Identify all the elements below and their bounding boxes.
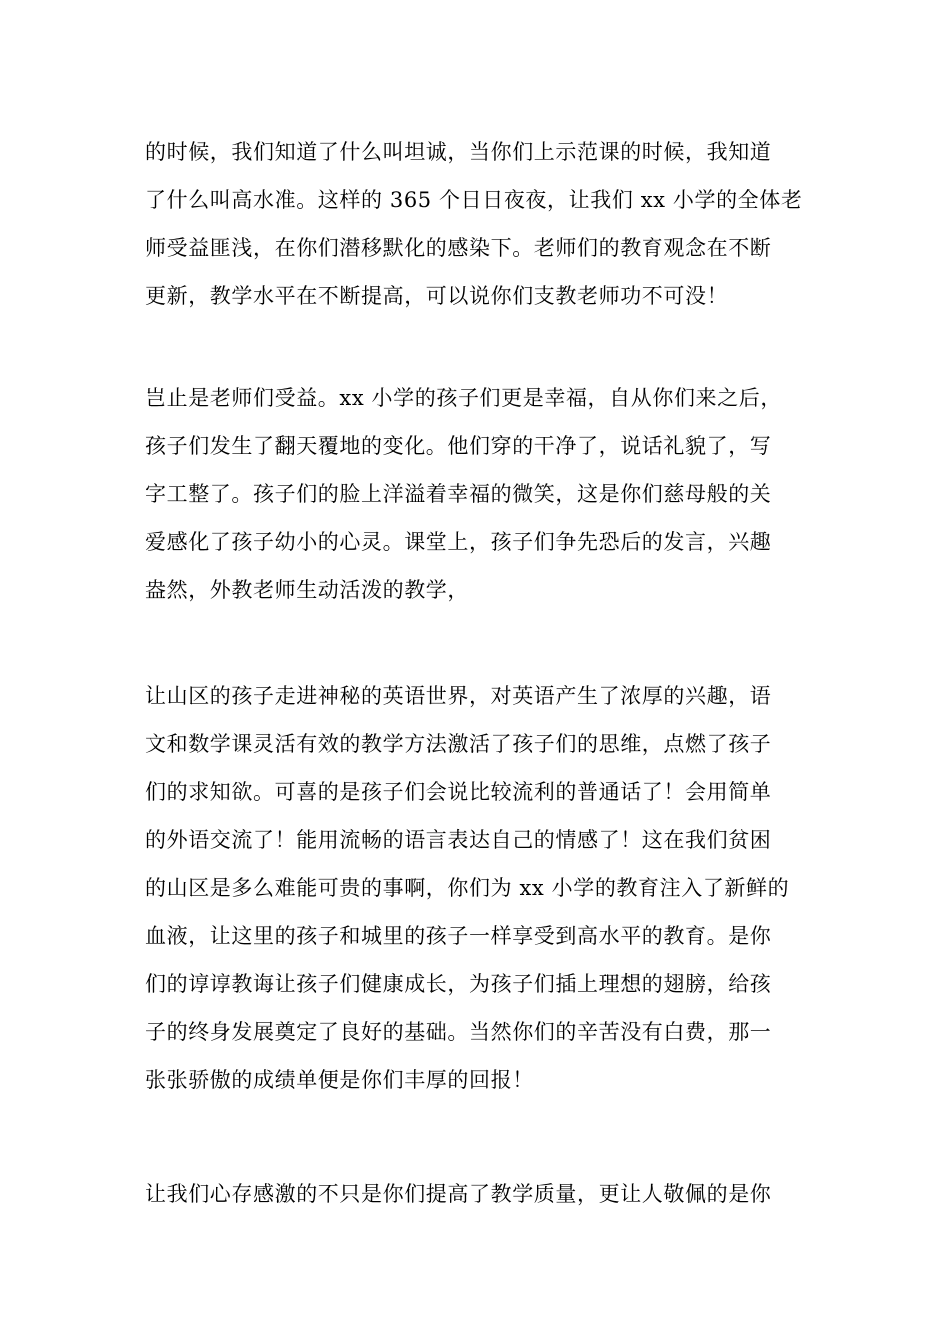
text-line: 爱感化了孩子幼小的心灵。课堂上，孩子们争先恐后的发言，兴趣 [145,530,772,554]
text-line: 的外语交流了！能用流畅的语言表达自己的情感了！这在我们贫困 [145,828,772,852]
text-line: 孩子们发生了翻天覆地的变化。他们穿的干净了，说话礼貌了，写 [145,434,772,458]
paragraph-1 [145,128,802,320]
paragraph-4 [145,1170,771,1218]
text-line: 师受益匪浅，在你们潜移默化的感染下。老师们的教育观念在不断 [145,236,772,260]
text-line: 的山区是多么难能可贵的事啊，你们为 xx 小学的教育注入了新鲜的 [145,876,790,900]
text-line: 字工整了。孩子们的脸上洋溢着幸福的微笑，这是你们慈母般的关 [145,482,772,506]
text-line: 张张骄傲的成绩单便是你们丰厚的回报！ [145,1068,534,1092]
text-line: 让山区的孩子走进神秘的英语世界，对英语产生了浓厚的兴趣，语 [145,684,772,708]
text-line: 更新，教学水平在不断提高，可以说你们支教老师功不可没！ [145,284,729,308]
paragraph-3 [145,672,789,1104]
text-line: 们的谆谆教诲让孩子们健康成长，为孩子们插上理想的翅膀，给孩 [145,972,772,996]
text-line: 文和数学课灵活有效的教学方法激活了孩子们的思维，点燃了孩子 [145,732,772,756]
text-line: 的时候，我们知道了什么叫坦诚，当你们上示范课的时候，我知道 [145,140,772,164]
text-line: 血液，让这里的孩子和城里的孩子一样享受到高水平的教育。是你 [145,924,772,948]
text-line: 岂止是老师们受益。xx 小学的孩子们更是幸福，自从你们来之后， [145,386,782,410]
text-line: 们的求知欲。可喜的是孩子们会说比较流利的普通话了！会用简单 [145,780,772,804]
paragraph-2 [145,374,782,614]
text-line: 盎然，外教老师生动活泼的教学， [145,578,469,602]
text-line: 让我们心存感激的不只是你们提高了教学质量，更让人敬佩的是你 [145,1182,772,1206]
text-line: 子的终身发展奠定了良好的基础。当然你们的辛苦没有白费，那一 [145,1020,772,1044]
text-line: 了什么叫高水准。这样的 365 个日日夜夜，让我们 xx 小学的全体老 [145,188,803,212]
